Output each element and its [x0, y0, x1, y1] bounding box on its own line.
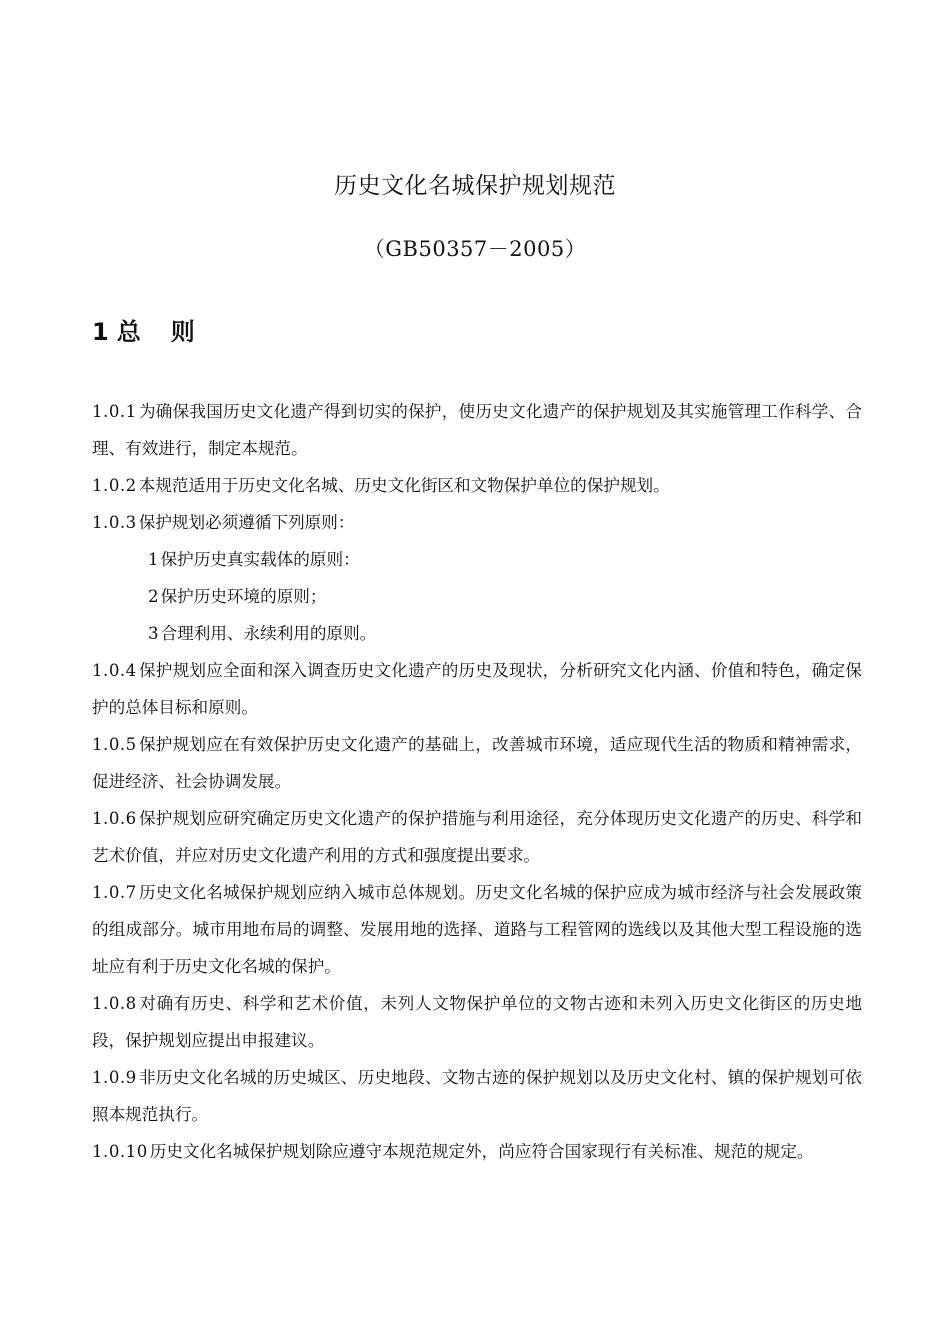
clause-text: 非历史文化名城的历史城区、历史地段、文物古迹的保护规划以及历史文化村、镇的保护规划可依照本规范执行。	[92, 1068, 862, 1124]
clause-1-0-7	[92, 874, 862, 985]
clause-number: 1.0.2	[92, 476, 137, 495]
section-number: 1	[92, 318, 109, 346]
clause-text: 保护规划应在有效保护历史文化遗产的基础上，改善城市环境，适应现代生活的物质和精神需求，促进经济、社会协调发展。	[92, 735, 862, 791]
principle-text: 保护历史真实载体的原则：	[160, 550, 360, 569]
clause-text: 保护规划应研究确定历史文化遗产的保护措施与利用途径，充分体现历史文化遗产的历史、科学和艺术价值，并应对历史文化遗产利用的方式和强度提出要求。	[92, 809, 862, 865]
clause-1-0-4	[92, 652, 862, 726]
section-title-part1: 总	[116, 318, 141, 346]
section-heading	[92, 312, 195, 352]
clause-1-0-8	[92, 985, 862, 1059]
clause-1-0-10	[92, 1133, 862, 1170]
clause-1-0-9	[92, 1059, 862, 1133]
principle-number: 3	[148, 624, 159, 643]
clause-number: 1.0.9	[92, 1068, 137, 1087]
clause-1-0-3	[92, 504, 862, 541]
clause-text: 保护规划应全面和深入调查历史文化遗产的历史及现状，分析研究文化内涵、价值和特色，确定保护的总体目标和原则。	[92, 661, 862, 717]
clause-number: 1.0.10	[92, 1142, 148, 1161]
clause-1-0-1	[92, 393, 862, 467]
clause-1-0-6	[92, 800, 862, 874]
section-title-part2: 则	[170, 318, 195, 346]
clause-text: 历史文化名城保护规划应纳入城市总体规划。历史文化名城的保护应成为城市经济与社会发展政策的组成部分。城市用地布局的调整、发展用地的选择、道路与工程管网的选线以及其他大型工程设施的选址应有利于历史文化名城的保护。	[92, 883, 862, 976]
clause-number: 1.0.6	[92, 809, 137, 828]
clauses-body	[92, 393, 862, 1170]
clause-number: 1.0.4	[92, 661, 137, 680]
clause-1-0-2	[92, 467, 862, 504]
clause-number: 1.0.8	[92, 994, 137, 1013]
principle-number: 2	[148, 587, 159, 606]
clause-text: 为确保我国历史文化遗产得到切实的保护，使历史文化遗产的保护规划及其实施管理工作科学、合理、有效进行，制定本规范。	[92, 402, 862, 458]
principle-item-2	[92, 578, 862, 615]
principle-text: 保护历史环境的原则；	[160, 587, 327, 606]
clause-text: 本规范适用于历史文化名城、历史文化街区和文物保护单位的保护规划。	[138, 476, 670, 495]
principle-text: 合理利用、永续利用的原则。	[160, 624, 377, 643]
clause-text: 历史文化名城保护规划除应遵守本规范规定外，尚应符合国家现行有关标准、规范的规定。	[149, 1142, 814, 1161]
clause-text: 对确有历史、科学和艺术价值，未列人文物保护单位的文物古迹和未列入历史文化街区的历史地段，保护规划应提出申报建议。	[92, 994, 862, 1050]
document-code: （GB50357－2005）	[363, 237, 587, 261]
clause-number: 1.0.7	[92, 883, 137, 902]
clause-number: 1.0.1	[92, 402, 137, 421]
principle-number: 1	[148, 550, 159, 569]
clause-number: 1.0.3	[92, 513, 137, 532]
clause-1-0-5	[92, 726, 862, 800]
clause-number: 1.0.5	[92, 735, 137, 754]
principle-item-3	[92, 615, 862, 652]
principle-item-1	[92, 541, 862, 578]
clause-text: 保护规划必须遵循下列原则：	[138, 513, 355, 532]
document-title: 历史文化名城保护规划规范	[334, 173, 616, 199]
